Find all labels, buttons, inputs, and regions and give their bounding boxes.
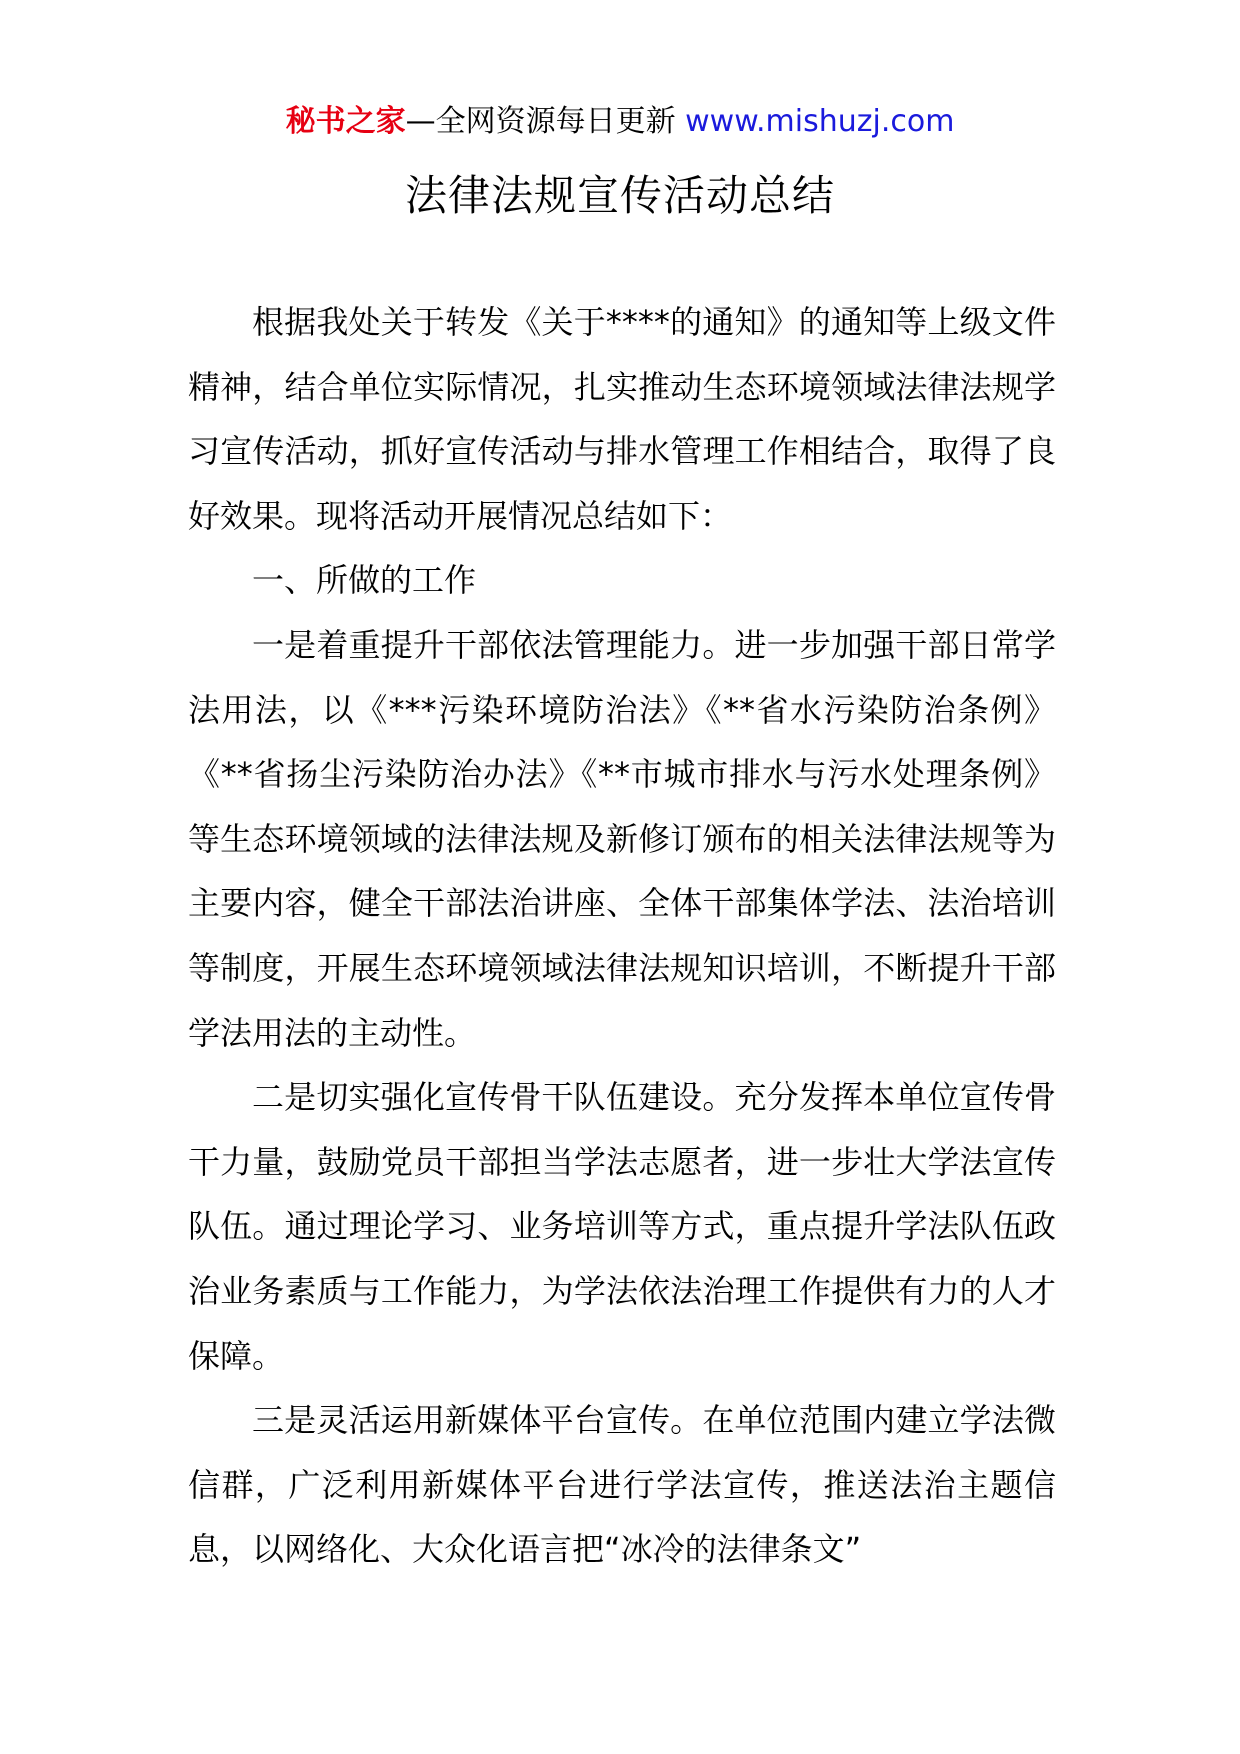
- body-paragraph-2: 二是切实强化宣传骨干队伍建设。充分发挥本单位宣传骨干力量，鼓励党员干部担当学法志愿者，进一步壮大学法宣传队伍。通过理论学习、业务培训等方式，重点提升学法队伍政治业务素质与工作能力，为学法依法治理工作提供有力的人才保障。: [188, 1078, 1056, 1375]
- body-paragraph-3: 三是灵活运用新媒体平台宣传。在单位范围内建立学法微信群，广泛利用新媒体平台进行学法宣传，推送法治主题信息，以网络化、大众化语言把“冰冷的法律条文”: [188, 1401, 1056, 1569]
- document-body: [188, 290, 1056, 1582]
- body-paragraph-1: 一是着重提升干部依法管理能力。进一步加强干部日常学法用法，以《***污染环境防治法》《**省水污染防治条例》《**省扬尘污染防治办法》《**市城市排水与污水处理条例》等生态环境领域的法律法规及新修订颁布的相关法律法规等为主要内容，健全干部法治讲座、全体干部集体学法、法治培训等制度，开展生态环境领域法律法规知识培训，不断提升干部学法用法的主动性。: [188, 625, 1056, 1052]
- intro-paragraph: 根据我处关于转发《关于****的通知》的通知等上级文件精神，结合单位实际情况，扎实推动生态环境领域法律法规学习宣传活动，抓好宣传活动与排水管理工作相结合，取得了良好效果。现将活动开展情况总结如下：: [188, 303, 1056, 535]
- section-heading: 一、所做的工作: [252, 561, 477, 600]
- brand-name: 秘书之家: [285, 104, 406, 139]
- site-url-link[interactable]: www.mishuzj.com: [685, 104, 955, 139]
- header-tagline: —全网资源每日更新: [405, 104, 676, 139]
- document-title: 法律法规宣传活动总结: [404, 171, 835, 220]
- site-header: [0, 100, 1240, 144]
